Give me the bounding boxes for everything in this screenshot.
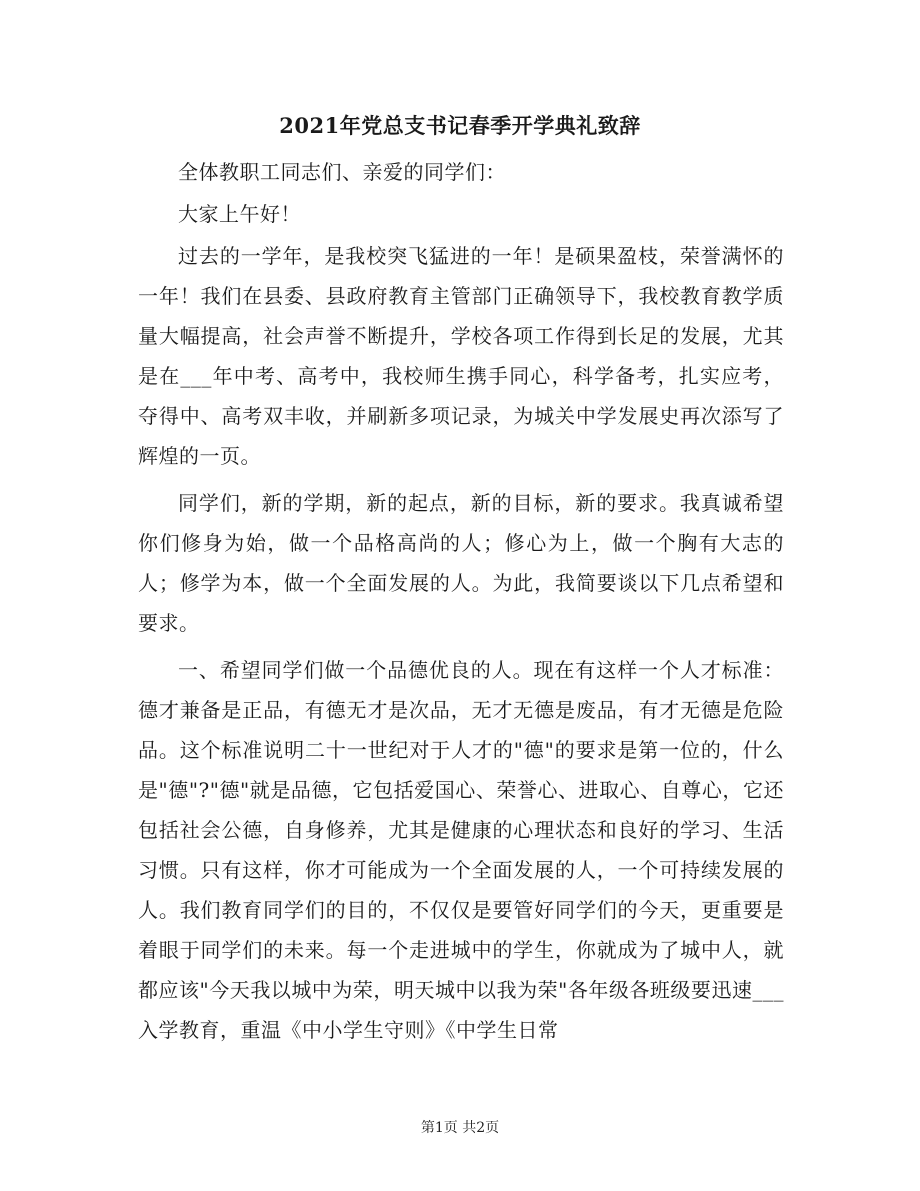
salutation-paragraph: 全体教职工同志们、亲爱的同学们： [178, 160, 506, 184]
document-body [138, 152, 784, 1057]
page-number-footer: 第1页 共2页 [420, 1120, 500, 1136]
body-paragraph: 过去的一学年，是我校突飞猛进的一年！是硕果盈枝，荣誉满怀的一年！我们在县委、县政府教育主管部门正确领导下，我校教育教学质量大幅提高，社会声誉不断提升，学校各项工作得到长足的发展，尤其是在___年中考、高考中，我校师生携手同心，科学备考，扎实应考，夺得中、高考双丰收，并刷新多项记录，为城关中学发展史再次添写了辉煌的一页。 [138, 244, 784, 468]
document-title: 2021年党总支书记春季开学典礼致辞 [279, 113, 641, 138]
body-paragraph: 一、希望同学们做一个品德优良的人。现在有这样一个人才标准：德才兼备是正品，有德无才是次品，无才无德是废品，有才无德是危险品。这个标准说明二十一世纪对于人才的"德"的要求是第一位的，什么是"德"?"德"就是品德，它包括爱国心、荣誉心、进取心、自尊心，它还包括社会公德，自身修养，尤其是健康的心理状态和良好的学习、生活习惯。只有这样，你才可能成为一个全面发展的人，一个可持续发展的人。我们教育同学们的目的，不仅仅是要管好同学们的今天，更重要是着眼于同学们的未来。每一个走进城中的学生，你就成为了城中人，就都应该"今天我以城中为荣，明天城中以我为荣"各年级各班级要迅速___入学教育，重温《中小学生守则》《中学生日常 [138, 658, 784, 1042]
greeting-paragraph: 大家上午好！ [178, 202, 301, 226]
body-paragraph: 同学们，新的学期，新的起点，新的目标，新的要求。我真诚希望你们修身为始，做一个品格高尚的人；修心为上，做一个胸有大志的人；修学为本，做一个全面发展的人。为此，我简要谈以下几点希望和要求。 [138, 491, 784, 635]
